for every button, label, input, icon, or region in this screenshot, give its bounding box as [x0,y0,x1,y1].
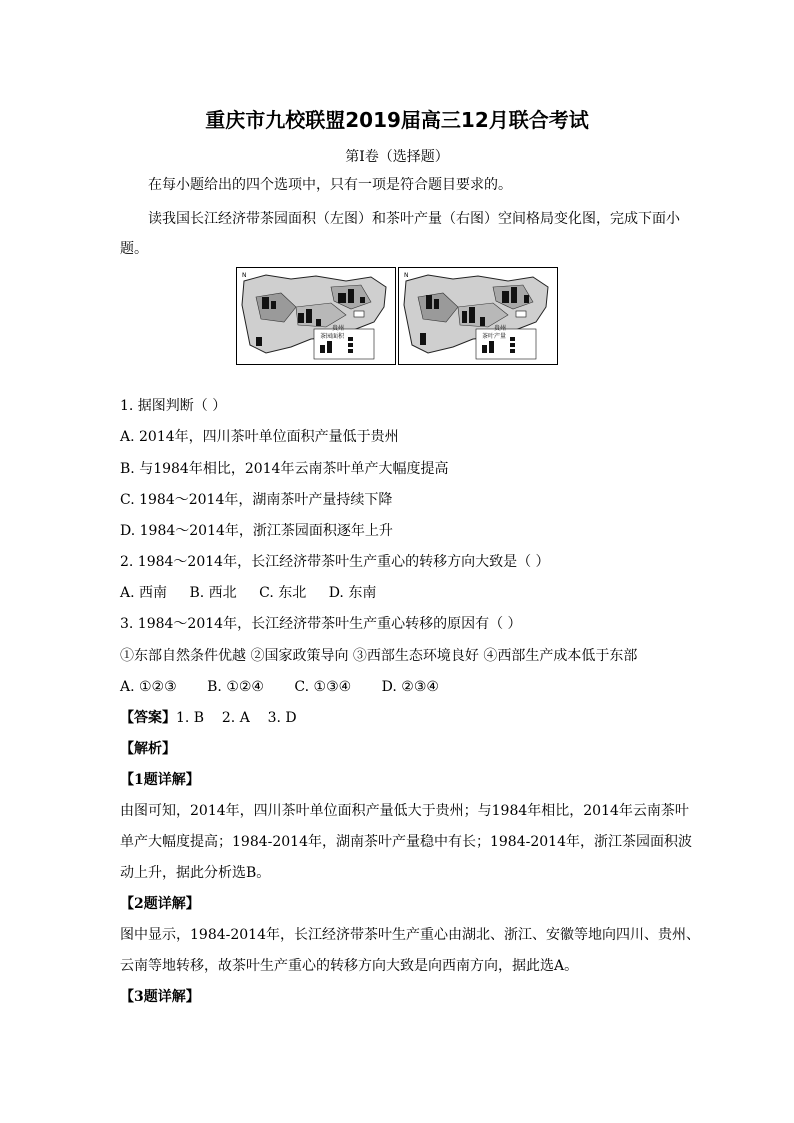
left-map-region: 贵州 [332,325,345,332]
option-b: B. 与1984年相比，2014年云南茶叶单产大幅度提高 [120,461,449,477]
map-figures [236,267,558,367]
answer-label: 【答案】 [120,710,176,726]
analysis-text: 云南等地转移，故茶叶生产重心的转移方向大致是向西南方向，据此选A。 [120,958,579,974]
analysis-label: 【解析】 [120,741,176,757]
analysis-text: 动上升，据此分析选B。 [120,865,271,881]
question-stem: 2. 1984～2014年，长江经济带茶叶生产重心的转移方向大致是（ ） [120,554,550,570]
options-row [120,677,680,697]
answer-row [120,708,680,728]
option-c: C. ①③④ [294,679,352,695]
left-map-legend: 茶园面积 [320,333,345,340]
map-graphic [398,267,558,365]
right-map-region: 贵州 [494,325,507,332]
svg-text:N: N [242,272,247,279]
detail-label: 【2题详解】 [120,896,200,912]
question-stem: 3. 1984～2014年，长江经济带茶叶生产重心转移的原因有（ ） [120,616,522,632]
instruction-line: 读我国长江经济带茶园面积（左图）和茶叶产量（右图）空间格局变化图，完成下面小 [148,211,680,227]
factor-list: ①东部自然条件优越 ②国家政策导向 ③西部生态环境良好 ④西部生产成本低于东部 [120,648,638,664]
option-b: B. ①②④ [207,679,264,695]
map-graphic [236,267,396,365]
option-d: D. 1984～2014年，浙江茶园面积逐年上升 [120,523,393,539]
svg-text:N: N [404,272,409,279]
option-c: C. 东北 [259,585,307,601]
option-a: A. 西南 [120,585,168,601]
page-title: 重庆市九校联盟2019届高三12月联合考试 [205,108,589,132]
detail-label: 【1题详解】 [120,772,200,788]
option-a: A. ①②③ [120,679,177,695]
option-b: B. 西北 [189,585,237,601]
analysis-text: 图中显示，1984-2014年，长江经济带茶叶生产重心由湖北、浙江、安徽等地向四川、贵州、 [120,927,700,943]
option-d: D. ②③④ [381,679,439,695]
option-d: D. 东南 [328,585,377,601]
options-row [120,583,680,603]
option-c: C. 1984～2014年，湖南茶叶产量持续下降 [120,492,393,508]
option-a: A. 2014年，四川茶叶单位面积产量低于贵州 [120,429,399,445]
analysis-text: 单产大幅度提高；1984-2014年，湖南茶叶产量稳中有长；1984-2014年，浙江茶园面积波 [120,834,692,850]
right-map-legend: 茶叶产量 [482,333,507,340]
question-stem: 1. 据图判断（ ） [120,398,227,414]
tea-area-map [236,267,396,365]
instruction-line: 题。 [120,241,148,257]
tea-output-map [398,267,558,365]
section-title: 第Ⅰ卷（选择题） [345,149,449,165]
analysis-text: 由图可知，2014年，四川茶叶单位面积产量低大于贵州；与1984年相比，2014年云南茶叶 [120,803,689,819]
answer-text: 1. B 2. A 3. D [176,710,297,726]
detail-label: 【3题详解】 [120,989,200,1005]
instruction-line: 在每小题给出的四个选项中，只有一项是符合题目要求的。 [148,177,512,193]
